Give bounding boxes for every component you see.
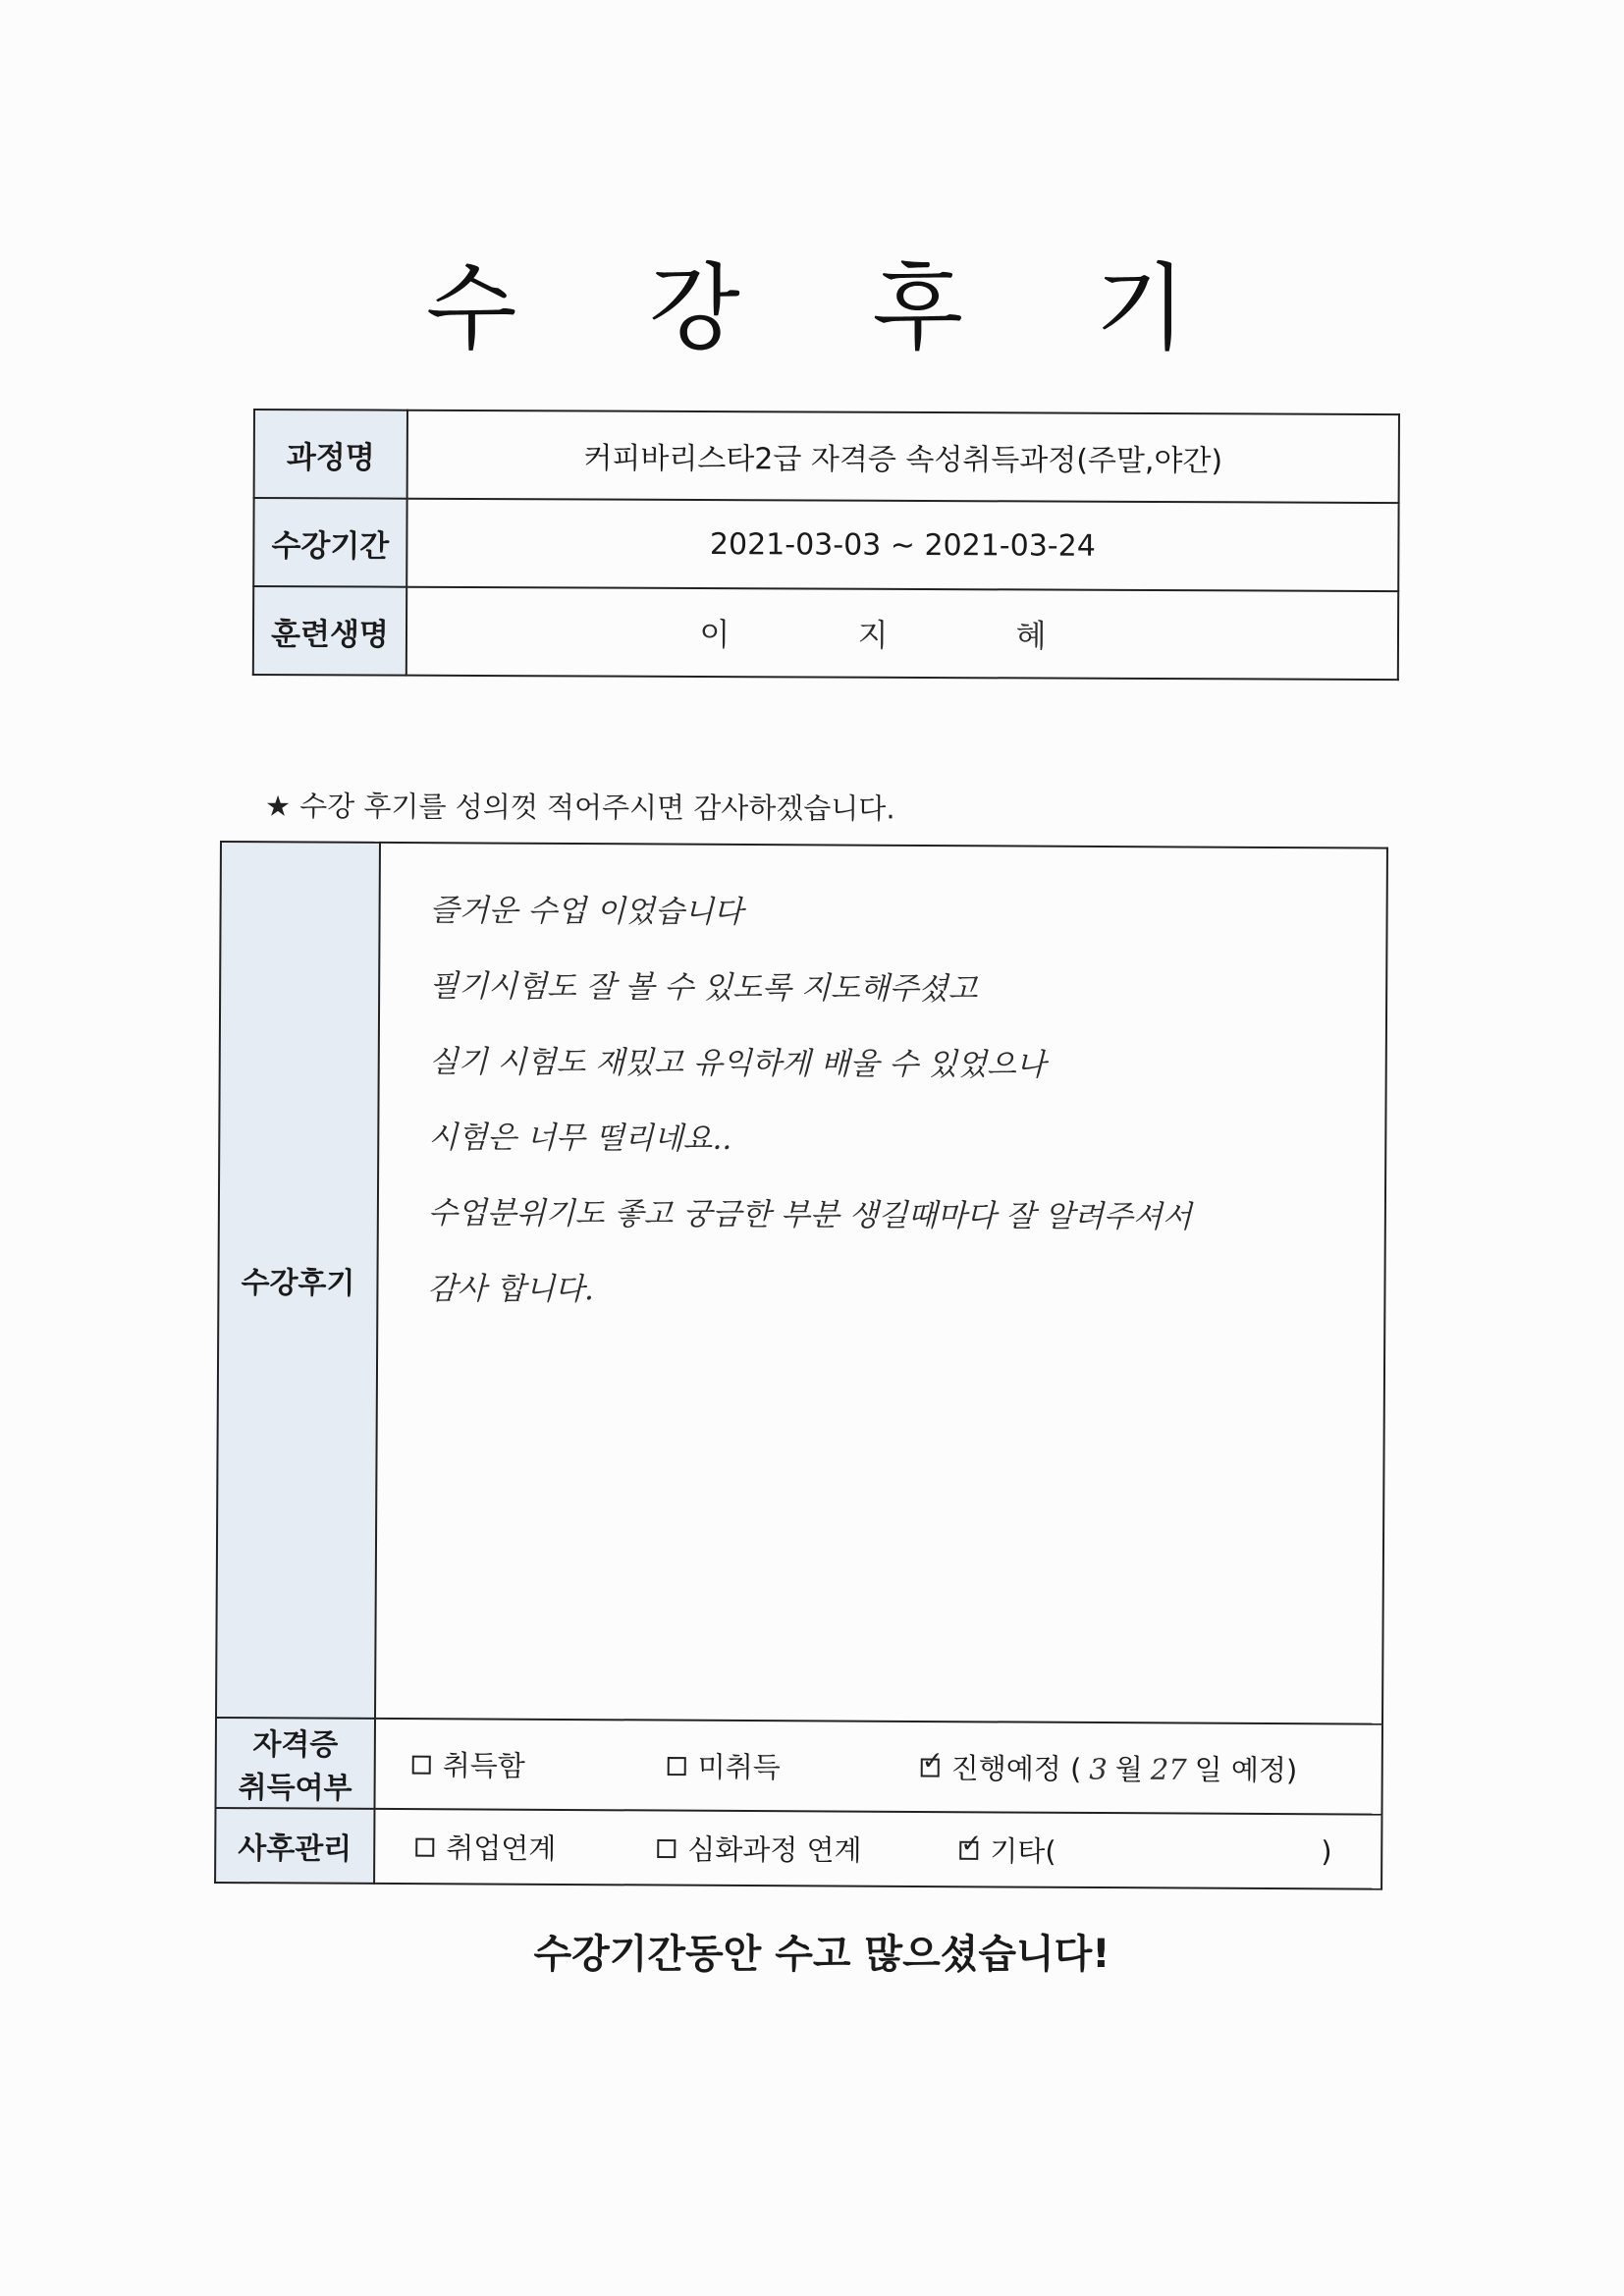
- option-not-acquired[interactable]: [668, 1745, 781, 1786]
- trainee-label: 훈련생명: [253, 586, 406, 676]
- month-unit: 월: [1114, 1752, 1143, 1786]
- review-line: 감사 합니다.: [427, 1271, 595, 1308]
- day-suffix: 일 예정): [1194, 1753, 1298, 1787]
- review-line: 즐거운 수업 이었습니다: [429, 893, 743, 930]
- checkbox-other[interactable]: [959, 1840, 978, 1859]
- closing-message: 수강기간동안 수고 많으셨습니다!: [533, 1932, 1110, 1977]
- trainee-row: [253, 586, 1398, 680]
- followup-options: [374, 1809, 1381, 1889]
- course-row: [254, 410, 1399, 503]
- period-row: [253, 498, 1398, 591]
- option-advanced-course[interactable]: [657, 1828, 862, 1869]
- scheduled-day[interactable]: 27: [1150, 1752, 1187, 1787]
- certification-row: [215, 1718, 1381, 1815]
- scheduled-month[interactable]: 3: [1089, 1752, 1108, 1786]
- certification-label-line1: 자격증: [252, 1727, 339, 1763]
- followup-label: 사후관리: [215, 1808, 374, 1884]
- option-other[interactable]: [959, 1830, 1056, 1871]
- followup-row: [215, 1808, 1381, 1889]
- option-job-link-label: 취업연계: [446, 1831, 557, 1866]
- review-text-area[interactable]: [375, 843, 1387, 1724]
- instruction-note: ★ 수강 후기를 성의껏 적어주시면 감사하겠습니다.: [264, 789, 895, 826]
- checkbox-not-acquired[interactable]: [668, 1757, 686, 1776]
- review-table: [214, 841, 1388, 1890]
- course-label: 과정명: [254, 410, 407, 499]
- option-not-acquired-label: 미취득: [697, 1750, 781, 1784]
- option-advanced-course-label: 심화과정 연계: [687, 1832, 862, 1868]
- option-scheduled[interactable]: [921, 1747, 1298, 1789]
- certification-options: [374, 1719, 1381, 1815]
- page-title: 수 강 후 기: [425, 253, 1238, 363]
- option-acquired-label: 취득함: [442, 1748, 525, 1783]
- checkbox-scheduled[interactable]: [921, 1758, 940, 1777]
- certification-label-line2: 취득여부: [238, 1771, 352, 1806]
- other-close-paren: ): [1321, 1834, 1332, 1869]
- period-value: 2021-03-03 ~ 2021-03-24: [406, 499, 1398, 591]
- course-info-table: [252, 409, 1400, 681]
- option-job-link[interactable]: [415, 1827, 556, 1868]
- checkbox-job-link[interactable]: [415, 1837, 434, 1856]
- option-scheduled-label: 진행예정 (: [950, 1751, 1082, 1786]
- review-line: 필기시험도 잘 볼 수 있도록 지도해주셨고: [429, 968, 978, 1008]
- period-label: 수강기간: [253, 498, 406, 587]
- option-acquired[interactable]: [412, 1744, 525, 1785]
- review-line: 시험은 너무 떨리네요..: [428, 1120, 732, 1157]
- course-value: 커피바리스타2급 자격증 속성취득과정(주말,야간): [407, 410, 1399, 503]
- checkbox-acquired[interactable]: [412, 1755, 431, 1774]
- review-label: 수강후기: [216, 842, 380, 1719]
- checkbox-advanced-course[interactable]: [657, 1839, 676, 1858]
- review-line: 실기 시험도 재밌고 유익하게 배울 수 있었으나: [428, 1044, 1046, 1083]
- trainee-name-field[interactable]: 이 지 혜: [406, 587, 1398, 680]
- certification-label: [215, 1718, 375, 1809]
- review-row: [216, 842, 1387, 1724]
- option-other-label: 기타(: [990, 1833, 1056, 1869]
- review-line: 수업분위기도 좋고 궁금한 부분 생길때마다 잘 알려주셔서: [427, 1195, 1192, 1235]
